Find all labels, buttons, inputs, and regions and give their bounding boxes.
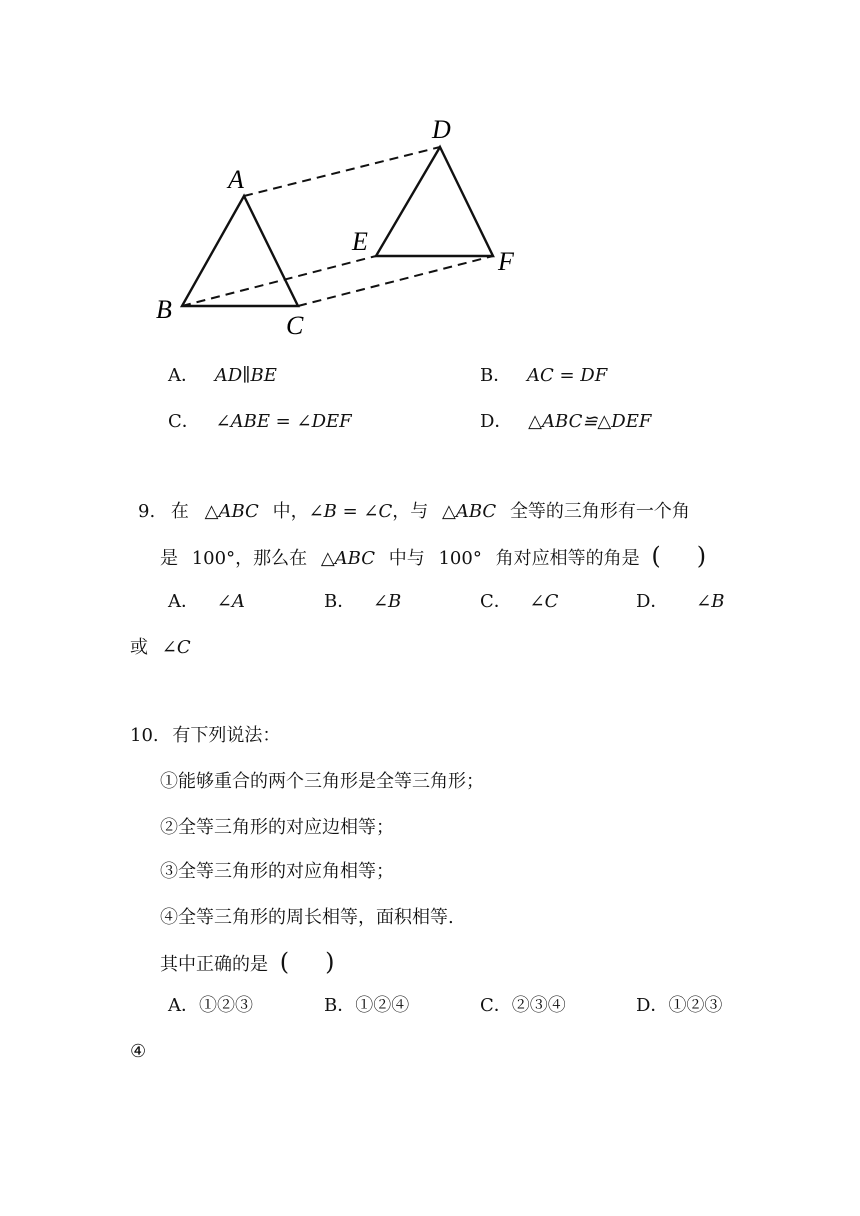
question-number: 9.	[138, 501, 156, 522]
label-f: F	[498, 247, 514, 276]
q9-option-c[interactable]	[480, 590, 558, 614]
label-b: B	[156, 295, 172, 324]
q10-text: 有下列说法：	[172, 725, 281, 746]
q10-statement-2: ②全等三角形的对应边相等；	[160, 817, 394, 838]
option-letter: C．	[168, 411, 200, 432]
q10-text: 其中正确的是	[160, 954, 268, 975]
dashed-line-cf	[298, 256, 493, 306]
option-text: ①②④	[355, 995, 410, 1016]
option-letter: D．	[636, 591, 669, 612]
q10-question	[160, 950, 334, 977]
option-letter: A．	[168, 995, 199, 1016]
option-letter: A．	[168, 591, 199, 612]
q8-option-b[interactable]	[480, 364, 607, 388]
q10-option-a[interactable]	[168, 994, 253, 1018]
q9-math: ∠B = ∠C	[308, 501, 393, 522]
q9-option-d-wrap	[130, 636, 191, 660]
answer-paren-open: (	[279, 948, 290, 976]
option-text: ∠A	[216, 591, 245, 612]
option-text: ∠C	[161, 637, 191, 658]
q9-line-1	[138, 500, 690, 524]
q9-math: △ABC	[442, 501, 497, 522]
option-text: ∠ABE = ∠DEF	[215, 411, 352, 432]
option-letter: B．	[324, 591, 356, 612]
option-text: △ABC≌△DEF	[528, 411, 652, 432]
q9-option-d[interactable]	[636, 590, 724, 614]
label-c: C	[286, 311, 304, 340]
option-text: ①②③	[668, 995, 723, 1016]
answer-paren-open: (	[651, 542, 661, 570]
option-letter: B．	[324, 995, 356, 1016]
option-text: ②③④	[511, 995, 566, 1016]
q9-option-a[interactable]	[168, 590, 245, 614]
triangle-def	[376, 147, 493, 256]
option-letter: D．	[636, 995, 669, 1016]
option-text: ①②③	[199, 995, 253, 1016]
q9-text: 是	[160, 548, 178, 569]
q9-text: ，那么在	[235, 548, 308, 569]
q10-option-d[interactable]	[636, 994, 722, 1018]
q9-text: ，与	[392, 501, 429, 522]
q10-option-c[interactable]	[480, 994, 566, 1018]
q9-line-2	[160, 544, 706, 571]
q9-text: 100°	[438, 548, 482, 569]
q10-intro	[130, 724, 280, 748]
question-number: 10.	[130, 725, 159, 746]
q9-math: △ABC	[204, 501, 259, 522]
label-d: D	[432, 115, 451, 144]
q8-option-d[interactable]	[480, 410, 651, 434]
triangle-abc	[182, 196, 298, 306]
q10-statement-3: ③全等三角形的对应角相等；	[160, 861, 394, 882]
option-text: AD∥BE	[214, 365, 277, 386]
q9-text: 或	[130, 637, 148, 658]
q9-text: 在	[170, 501, 189, 522]
q9-text: 中，	[272, 501, 309, 522]
label-a: A	[228, 165, 244, 194]
q9-text: 角对应相等的角是	[495, 548, 640, 569]
option-letter: C．	[480, 995, 512, 1016]
answer-paren-close: )	[325, 948, 335, 976]
q10-option-d-wrap: ④	[130, 1041, 147, 1062]
q9-option-b[interactable]	[324, 590, 401, 614]
q9-text: 100°	[191, 548, 236, 569]
q9-math: △ABC	[320, 548, 376, 569]
option-letter: D．	[480, 411, 513, 432]
option-letter: C．	[480, 591, 512, 612]
q10-statement-4: ④全等三角形的周长相等，面积相等.	[160, 907, 454, 928]
dashed-line-be	[182, 256, 376, 306]
answer-paren-close: )	[696, 542, 707, 570]
triangle-figure	[140, 108, 540, 348]
label-e: E	[352, 227, 368, 256]
option-letter: B．	[480, 365, 512, 386]
q8-option-a[interactable]	[168, 364, 277, 388]
option-text: ∠B	[372, 591, 402, 612]
option-text: AC = DF	[526, 365, 608, 386]
q10-statement-1: ①能够重合的两个三角形是全等三角形；	[160, 771, 484, 792]
dashed-line-ad	[244, 147, 440, 196]
option-letter: A．	[168, 365, 199, 386]
option-text: ∠B	[696, 591, 725, 612]
q10-option-b[interactable]	[324, 994, 409, 1018]
q9-text: 全等的三角形有一个角	[509, 501, 690, 522]
q8-option-c[interactable]	[168, 410, 352, 434]
q9-text: 中与	[388, 548, 425, 569]
option-text: ∠C	[529, 591, 559, 612]
